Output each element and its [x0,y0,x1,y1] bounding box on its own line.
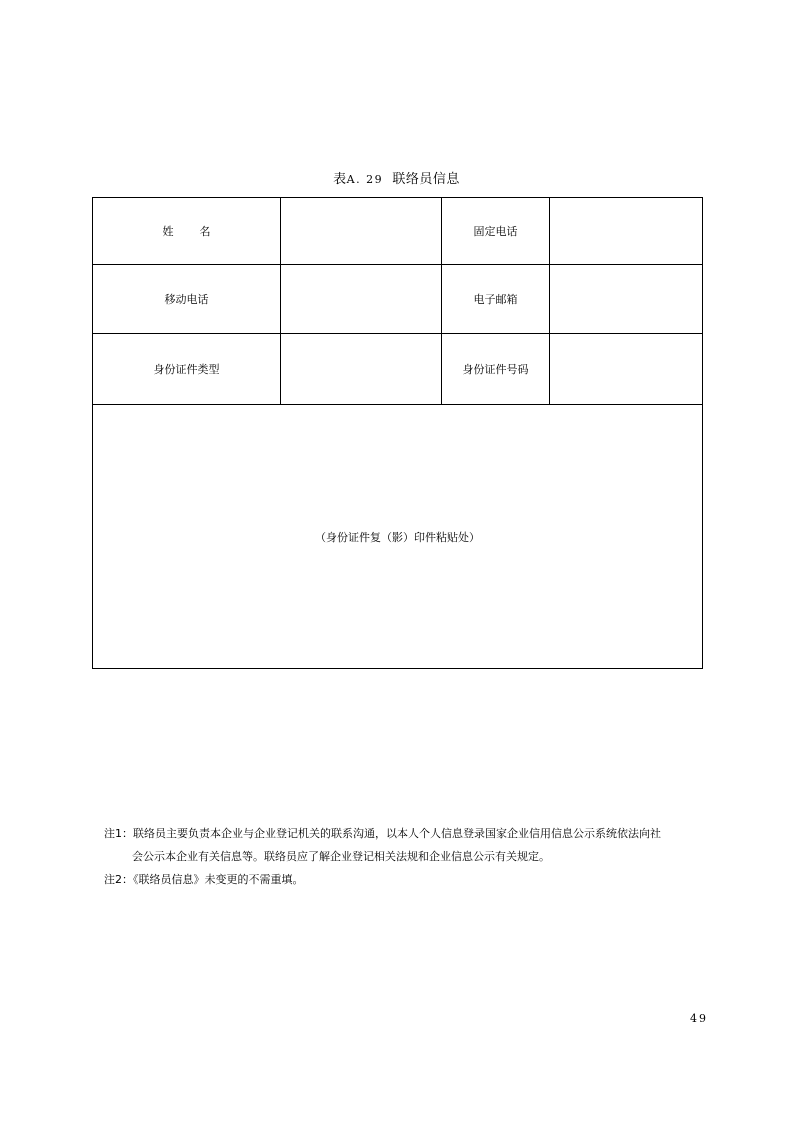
note-1-label: 注1： [104,827,133,840]
note-1-text-line2: 会公示本企业有关信息等。联络员应了解企业登记相关法规和企业信息公示有关规定。 [132,850,550,863]
id-copy-paste-area: （身份证件复（影）印件粘贴处） [93,405,703,669]
note-2-label: 注2： [104,873,133,886]
note-1-text-line1: 联络员主要负责本企业与企业登记机关的联系沟通，以本人个人信息登录国家企业信用信息公示系统依法向社 [133,827,661,840]
page-number: 49 [690,1012,708,1025]
table-row [93,405,703,669]
name-label: 姓名 [93,198,281,265]
contact-info-table [92,197,703,669]
id-number-value-cell[interactable] [550,334,703,405]
note-1 [104,822,724,845]
mobile-label: 移动电话 [93,265,281,334]
table-title-name: 联络员信息 [392,172,460,187]
id-type-label: 身份证件类型 [93,334,281,405]
table-title-prefix: 表 [333,172,347,187]
table-row [93,265,703,334]
email-value-cell[interactable] [550,265,703,334]
table-title-number: A. 29 [346,173,384,186]
table-title [0,168,793,188]
email-label: 电子邮箱 [442,265,550,334]
name-value-cell[interactable] [281,198,442,265]
landline-value-cell[interactable] [550,198,703,265]
note-2-text: 《联络员信息》未变更的不需重填。 [133,873,304,886]
notes-section [104,822,724,891]
table-row [93,334,703,405]
note-2 [104,868,724,891]
table-row [93,198,703,265]
mobile-value-cell[interactable] [281,265,442,334]
id-number-label: 身份证件号码 [442,334,550,405]
id-type-value-cell[interactable] [281,334,442,405]
landline-label: 固定电话 [442,198,550,265]
